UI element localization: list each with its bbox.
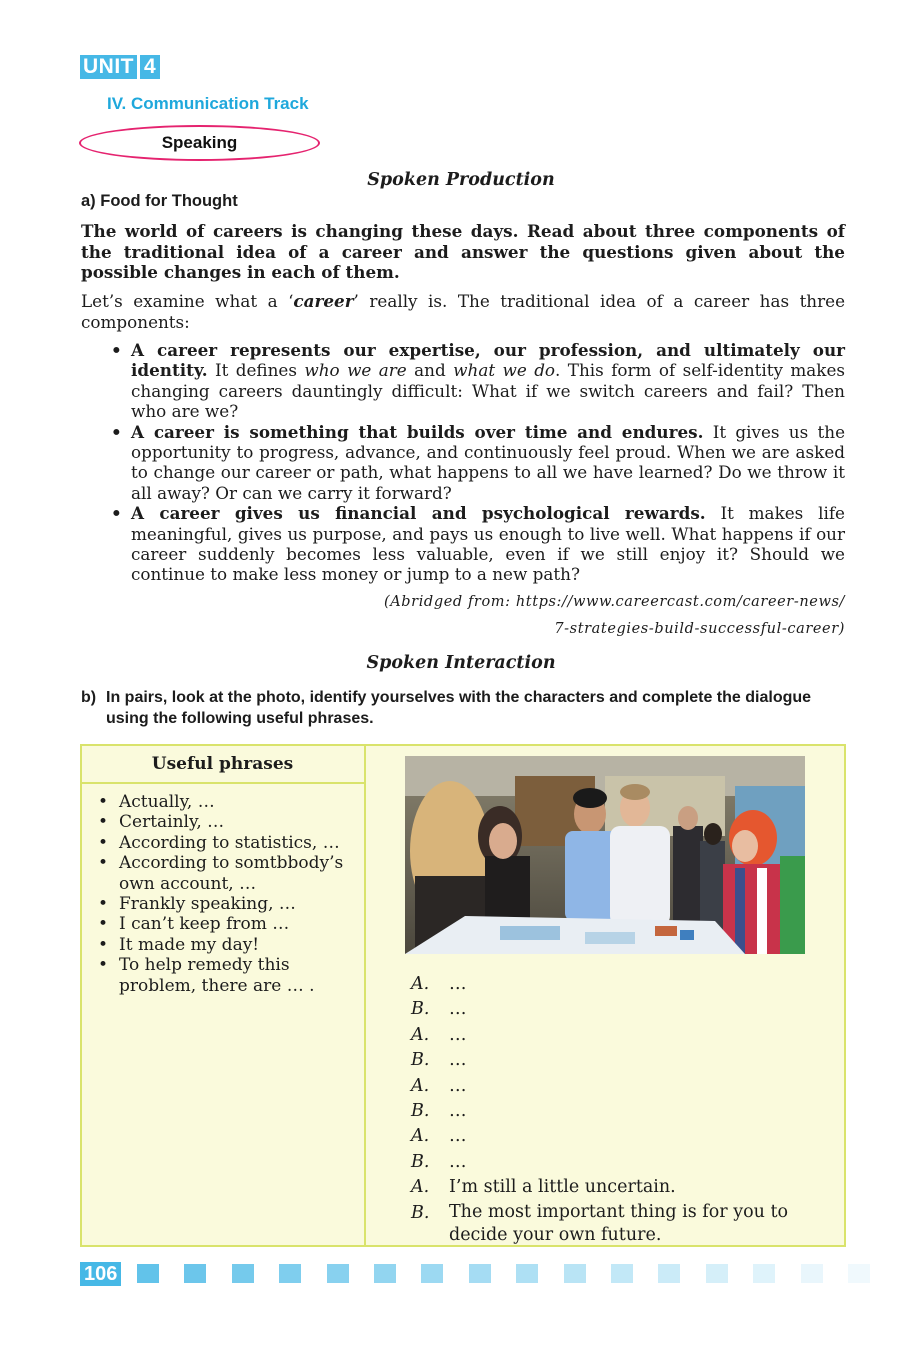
dialogue-line xyxy=(411,1124,831,1149)
task-b-label: b) xyxy=(81,689,97,706)
career-components-list xyxy=(107,340,845,585)
bullet-italic-text: what we do xyxy=(453,360,556,381)
intro-paragraph xyxy=(81,291,845,332)
footer-square xyxy=(564,1264,586,1283)
unit-number: 4 xyxy=(140,55,160,79)
speaker-label: B. xyxy=(411,999,430,1020)
footer-square xyxy=(327,1264,349,1283)
dialogue-text: … xyxy=(449,1050,467,1071)
speaking-badge-label: Speaking xyxy=(161,133,238,152)
dialogue-line xyxy=(411,1023,831,1048)
footer-square xyxy=(611,1264,633,1283)
list-item: • Frankly speaking, … xyxy=(98,894,296,915)
task-b-text: In pairs, look at the photo, identify yourselves with the characters and complete the dialogue using the following useful phrases. xyxy=(106,689,812,727)
speaker-label: B. xyxy=(411,1151,430,1172)
dialogue-line xyxy=(411,1150,831,1175)
phrase-text: According to statistics, … xyxy=(119,832,340,853)
list-item: • Certainly, … xyxy=(98,812,225,833)
students-career-fair-photo xyxy=(405,756,805,954)
task-a-instruction: The world of careers is changing these days. Read about three components of the traditional idea of a career and answer the questions given about the possible changes in each of them. xyxy=(81,221,845,282)
dialogue-text: I’m still a little uncertain. xyxy=(449,1177,676,1198)
speaker-label: A. xyxy=(411,1126,430,1147)
dialogue-line xyxy=(411,1175,831,1200)
footer-square xyxy=(706,1264,728,1283)
phrase-text: It made my day! xyxy=(119,934,260,955)
speaker-label: A. xyxy=(411,1177,430,1198)
list-item: • I can’t keep from … xyxy=(98,914,290,935)
task-b-instruction xyxy=(81,687,845,729)
phrases-heading-divider xyxy=(80,782,365,784)
dialogue-line xyxy=(411,972,831,997)
list-item: • Actually, … xyxy=(98,792,215,812)
speaker-label: A. xyxy=(411,1024,430,1045)
footer-square xyxy=(137,1264,159,1283)
intro-text-start: Let’s examine what a ‘ xyxy=(81,291,294,311)
speaker-label: A. xyxy=(411,974,430,994)
intro-text-end: ’ really is. The traditional idea of a career has three components: xyxy=(81,291,845,332)
list-item: • A career represents our expertise, our profession, and ultimately our identity. It defines who we are and what we do. This form of self-identity makes changing careers dauntingly difficult: What if we switch careers and fail? Then who are we? xyxy=(111,340,846,422)
source-citation-line-2: 7-strategies-build-successful-career) xyxy=(554,621,845,637)
speaker-label: B. xyxy=(411,1050,430,1071)
footer-square xyxy=(848,1264,870,1283)
bullet-bold-text: A career gives us financial and psychological rewards. xyxy=(131,503,706,524)
list-item: • According to statistics, … xyxy=(98,832,340,853)
page-number: 106 xyxy=(80,1262,121,1286)
phrase-text: According to somtbbody’s own account, … xyxy=(119,853,344,894)
list-item: • A career is something that builds over time and endures. It gives us the opportunity to progress, advance, and continuously feel proud. When we are asked to change our career or path, what happens to all we have learned? Do we throw it all away? Or can we carry it forward? xyxy=(111,421,846,503)
list-item: • A career gives us financial and psychological rewards. It makes life meaningful, gives us purpose, and pays us enough to live well. What happens if our career suddenly becomes less valuable, even if we still enjoy it? Should we continue to make less money or jump to a new path? xyxy=(111,503,845,585)
list-item: • To help remedy this problem, there are … . xyxy=(98,955,315,996)
dialogue-text: … xyxy=(449,1075,467,1096)
phrase-text: I can’t keep from … xyxy=(119,914,290,935)
task-a-heading xyxy=(81,192,238,211)
bullet-bold-text: A career represents our expertise, our profession, and ultimately our identity. xyxy=(131,340,845,381)
footer-square xyxy=(421,1264,443,1283)
task-a-title: Food for Thought xyxy=(100,192,238,210)
footer-square xyxy=(184,1264,206,1283)
list-item: • According to somtbbody’s own account, … xyxy=(98,853,344,894)
source-citation-line-1: (Abridged from: https://www.careercast.com/career-news/ xyxy=(383,594,845,610)
phrase-text: Frankly speaking, … xyxy=(119,894,296,915)
dialogue-text: … xyxy=(449,1100,467,1121)
speaker-label: B. xyxy=(411,1202,430,1223)
speaker-label: B. xyxy=(411,1100,430,1121)
panel-divider xyxy=(364,744,366,1247)
footer-square xyxy=(801,1264,823,1283)
bullet-text: It makes life meaningful, gives us purpose, and pays us enough to live well. What happens if our career suddenly becomes less valuable, even if we still enjoy it? Should we continue to make less money or jump to a new path? xyxy=(131,503,845,585)
phrase-text: Actually, … xyxy=(119,792,215,812)
dialogue-text: … xyxy=(449,1024,467,1045)
dialogue-text: … xyxy=(449,1126,467,1147)
spoken-production-heading: Spoken Production xyxy=(367,170,555,190)
bullet-text: It defines xyxy=(207,360,305,381)
useful-phrases-list xyxy=(98,792,360,996)
dialogue-text: … xyxy=(449,1151,467,1172)
bullet-italic-text: who we are xyxy=(304,360,407,381)
dialogue-line xyxy=(411,1201,831,1247)
bullet-text: . This form of self-identity makes changing careers dauntingly difficult: What if we switch careers and fail? Then who are we? xyxy=(131,360,846,422)
phrase-text: To help remedy this problem, there are … . xyxy=(119,955,315,996)
dialogue-line xyxy=(411,1048,831,1073)
dialogue-line xyxy=(411,1074,831,1099)
useful-phrases-heading: Useful phrases xyxy=(151,754,294,774)
unit-label: UNIT xyxy=(80,55,137,79)
footer-square xyxy=(469,1264,491,1283)
section-title: IV. Communication Track xyxy=(107,94,309,113)
footer-square xyxy=(232,1264,254,1283)
spoken-interaction-heading: Spoken Interaction xyxy=(366,653,556,673)
list-item: • It made my day! xyxy=(98,934,260,955)
footer-square xyxy=(516,1264,538,1283)
speaker-label: A. xyxy=(411,1075,430,1096)
footer-square xyxy=(658,1264,680,1283)
dialogue-text: … xyxy=(449,974,467,994)
task-a-label: a) xyxy=(81,192,96,210)
bullet-bold-text: A career is something that builds over time and endures. xyxy=(131,421,704,442)
dialogue xyxy=(411,972,831,1247)
dialogue-line xyxy=(411,1099,831,1124)
unit-badge xyxy=(80,55,160,79)
bullet-text: It gives us the opportunity to progress, advance, and continuously feel proud. When we are asked to change our career or path, what happens to all we have learned? Do we throw it all away? Or can we carry it forward? xyxy=(131,421,846,503)
dialogue-text: The most important thing is for you to decide your own future. xyxy=(449,1201,789,1245)
dialogue-text: … xyxy=(449,999,467,1020)
intro-keyword: career xyxy=(293,291,354,311)
bullet-text: and xyxy=(406,360,454,381)
footer-square xyxy=(753,1264,775,1283)
footer-square xyxy=(374,1264,396,1283)
footer-square xyxy=(279,1264,301,1283)
phrase-text: Certainly, … xyxy=(119,812,225,833)
dialogue-line xyxy=(411,997,831,1022)
